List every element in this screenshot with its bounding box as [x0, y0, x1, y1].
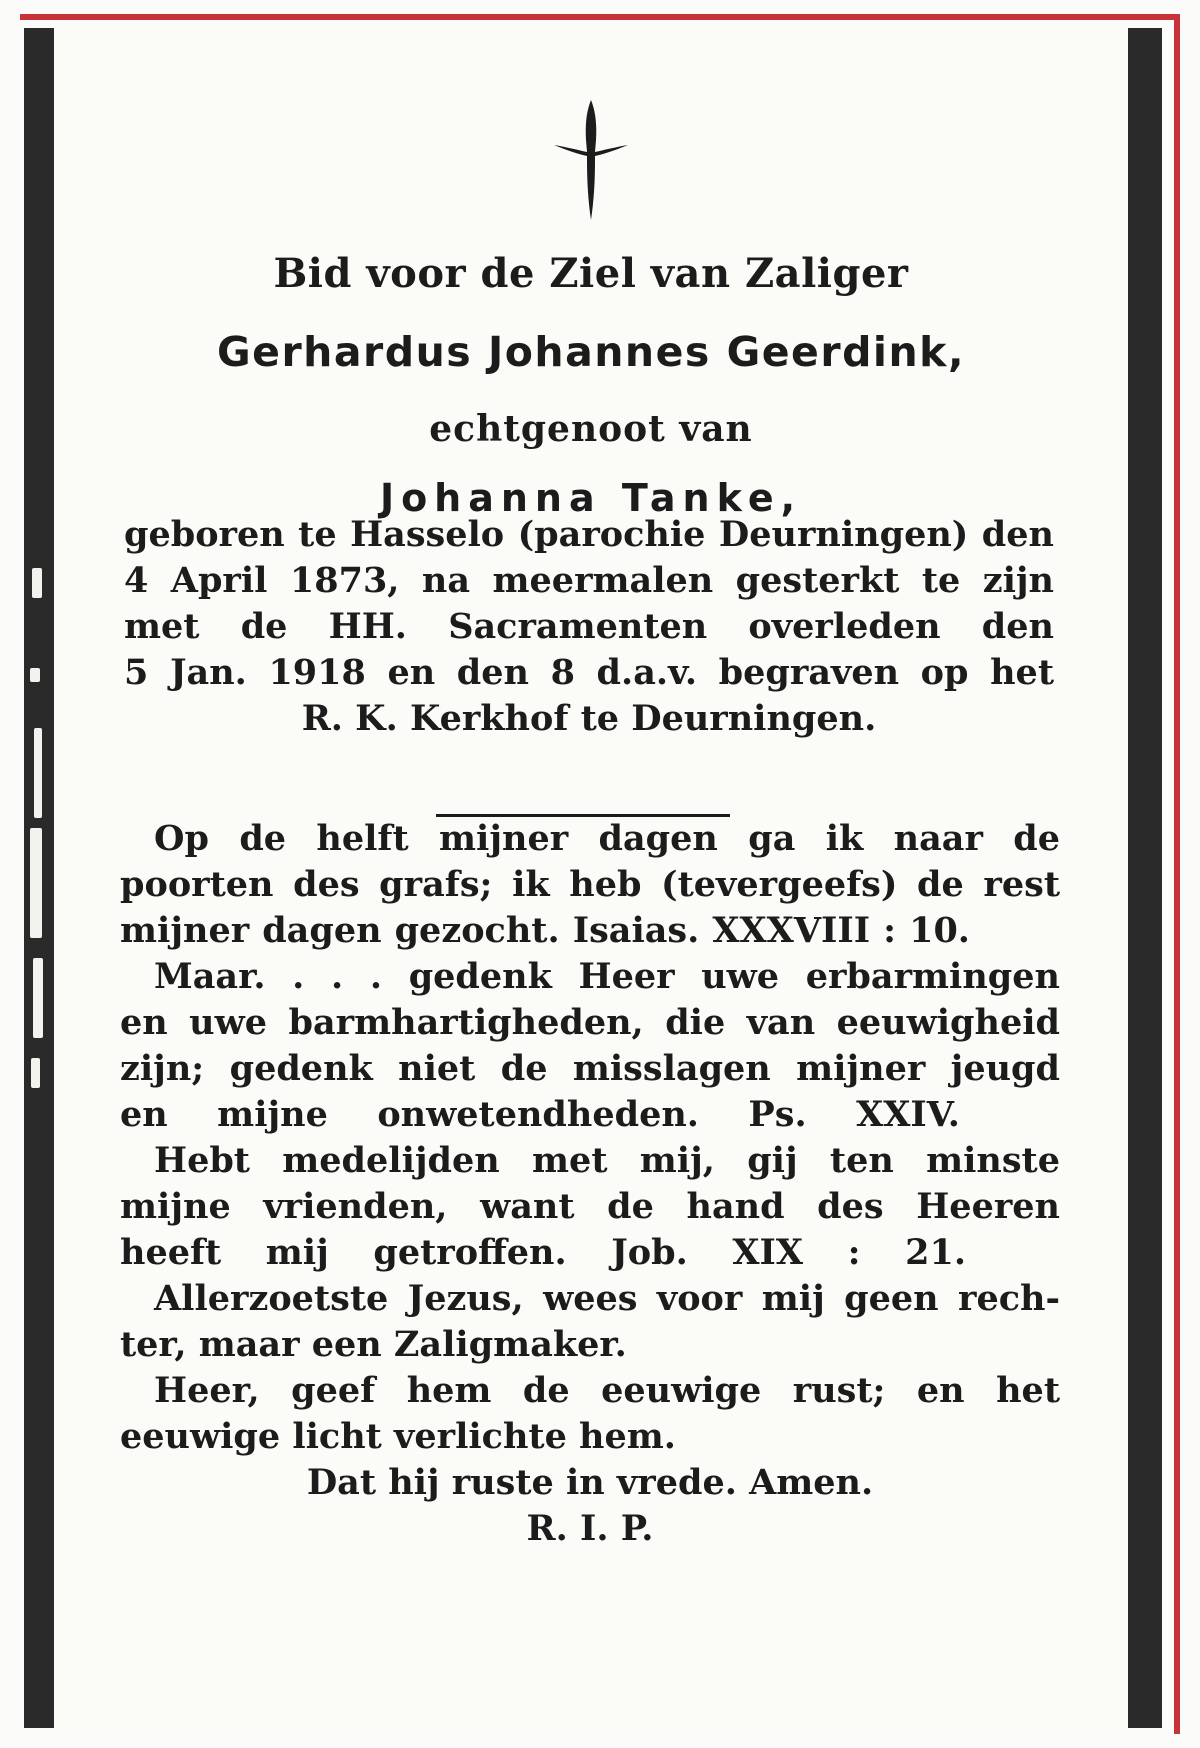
- relation-label: echtgenoot van: [429, 408, 753, 450]
- verse-line: Dat hij ruste in vrede. Amen.: [306, 1462, 874, 1503]
- cross-icon: [554, 100, 628, 220]
- biography-line: 5 Jan. 1918 en den 8 d.a.v. begraven op het: [124, 652, 1054, 693]
- verse-line: heeft mij getroffen. Job. XIX : 21.: [120, 1232, 966, 1273]
- deceased-name: Gerhardus Johannes Geerdink,: [216, 328, 966, 376]
- memorial-card: [54, 28, 1128, 1728]
- prayer-heading: Bid voor de Ziel van Zaliger: [273, 250, 909, 297]
- biography-line: R. K. Kerkhof te Deurningen.: [301, 698, 877, 739]
- biography-line: met de HH. Sacramenten overleden den: [124, 606, 1054, 647]
- verse-line: Heer, geef hem de eeuwige rust; en het: [154, 1370, 1060, 1411]
- verse-line: Op de helft mijner dagen ga ik naar de: [154, 818, 1060, 859]
- spouse-name: Johanna Tanke,: [379, 476, 803, 520]
- verse-line: zijn; gedenk niet de misslagen mijner jeugd: [120, 1048, 1060, 1089]
- mourning-border-right: [1128, 28, 1162, 1728]
- verse-line: en mijne onwetendheden. Ps. XXIV.: [120, 1094, 960, 1135]
- verse-line: eeuwige licht verlichte hem.: [120, 1416, 676, 1457]
- verse-line: mijne vrienden, want de hand des Heeren: [120, 1186, 1060, 1227]
- mourning-border-left: [24, 28, 54, 1728]
- section-divider: [436, 814, 730, 817]
- verse-line: Maar. . . . gedenk Heer uwe erbarmingen: [154, 956, 1060, 997]
- verse-line: ter, maar een Zaligmaker.: [120, 1324, 627, 1365]
- verse-line: Allerzoetste Jezus, wees voor mij geen rech-: [154, 1278, 1060, 1319]
- verse-line: R. I. P.: [526, 1508, 654, 1549]
- verse-line: en uwe barmhartigheden, die van eeuwigheid: [120, 1002, 1060, 1043]
- right-edge: [1174, 14, 1180, 1734]
- verse-line: Hebt medelijden met mij, gij ten minste: [154, 1140, 1060, 1181]
- verse-line: mijner dagen gezocht. Isaias. XXXVIII : 10.: [120, 910, 970, 951]
- biography-line: 4 April 1873, na meermalen gesterkt te zijn: [124, 560, 1054, 601]
- verse-line: poorten des grafs; ik heb (tevergeefs) de rest: [120, 864, 1060, 905]
- biography-line: geboren te Hasselo (parochie Deurningen) den: [124, 514, 1054, 555]
- top-edge: [20, 14, 1180, 20]
